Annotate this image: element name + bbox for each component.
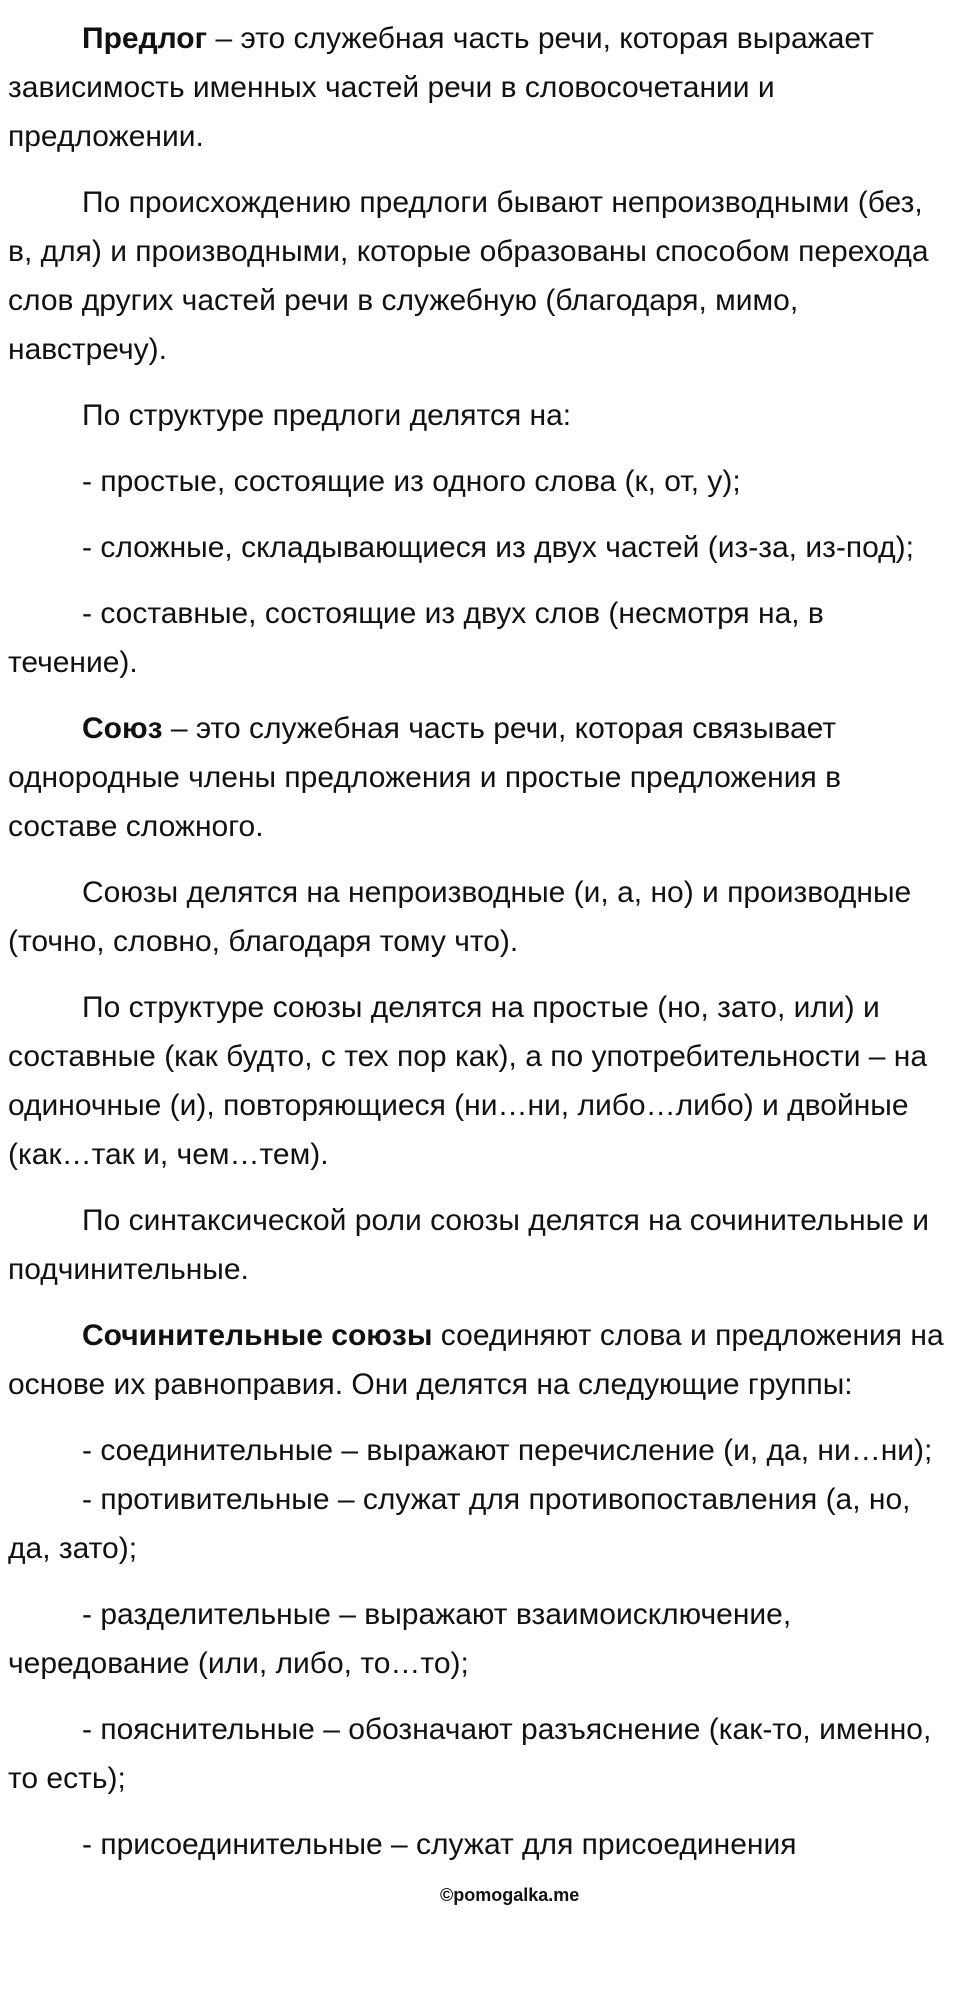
list-item-simple [8,457,952,506]
paragraph-text: По происхождению предлоги бывают непроизводными (без, в, для) и производными, которые образованы способом перехода слов других частей речи в служебную (благодаря, мимо, навстречу). [8,186,929,366]
list-item-complex [8,523,952,572]
list-item-explanatory [8,1705,952,1803]
paragraph-text: – это служебная часть речи, которая выражает зависимость именных частей речи в словосочетании и предложении. [8,22,874,153]
paragraph-text: - соединительные – выражают перечисление (и, да, ни…ни); [82,1434,933,1467]
list-item-adversative [8,1475,952,1573]
paragraph-text: – это служебная часть речи, которая связывает однородные члены предложения и простые предложения в составе сложного. [8,712,842,843]
list-item-connective [8,1426,952,1475]
paragraph-text: - простые, состоящие из одного слова (к, от, у); [82,465,741,498]
paragraph-text: По структуре предлоги делятся на: [82,399,572,432]
paragraph-text: - присоединительные – служат для присоединения [82,1828,797,1861]
paragraph-conjunction-definition [8,704,952,851]
paragraph-conjunction-structure [8,983,952,1179]
paragraph-text: - разделительные – выражают взаимоисключение, чередование (или, либо, то…то); [8,1598,792,1680]
paragraph-conjunction-origin [8,868,952,966]
paragraph-text: - составные, состоящие из двух слов (несмотря на, в течение). [8,597,824,679]
term-coordinating-conjunctions: Сочинительные союзы [82,1319,433,1352]
paragraph-text: - сложные, складывающиеся из двух частей (из-за, из-под); [82,531,914,564]
watermark: ©pomogalka.me [440,1885,580,1905]
list-item-compound [8,589,952,687]
term-conjunction: Союз [82,712,163,745]
paragraph-preposition-origin [8,178,952,374]
paragraph-preposition-definition [8,14,952,161]
paragraph-text: По синтаксической роли союзы делятся на сочинительные и подчинительные. [8,1204,929,1286]
paragraph-text: соединяют слова и предложения на основе их равноправия. Они делятся на следующие группы: [8,1319,944,1401]
paragraph-coordinating-conjunctions [8,1311,952,1409]
list-item-additive [8,1820,952,1869]
paragraph-text: По структуре союзы делятся на простые (но, зато, или) и составные (как будто, с тех пор как), а по употребительности – на одиночные (и), повторяющиеся (ни…ни, либо…либо) и двойные (как…так и, чем…тем). [8,991,928,1171]
term-preposition: Предлог [82,22,208,55]
paragraph-text: - противительные – служат для противопоставления (а, но, да, зато); [8,1483,911,1565]
paragraph-text: - пояснительные – обозначают разъяснение (как-то, именно, то есть); [8,1713,932,1795]
paragraph-conjunction-syntax [8,1196,952,1294]
paragraph-text: Союзы делятся на непроизводные (и, а, но) и производные (точно, словно, благодаря тому что). [8,876,912,958]
list-item-disjunctive [8,1590,952,1688]
paragraph-preposition-structure [8,391,952,440]
